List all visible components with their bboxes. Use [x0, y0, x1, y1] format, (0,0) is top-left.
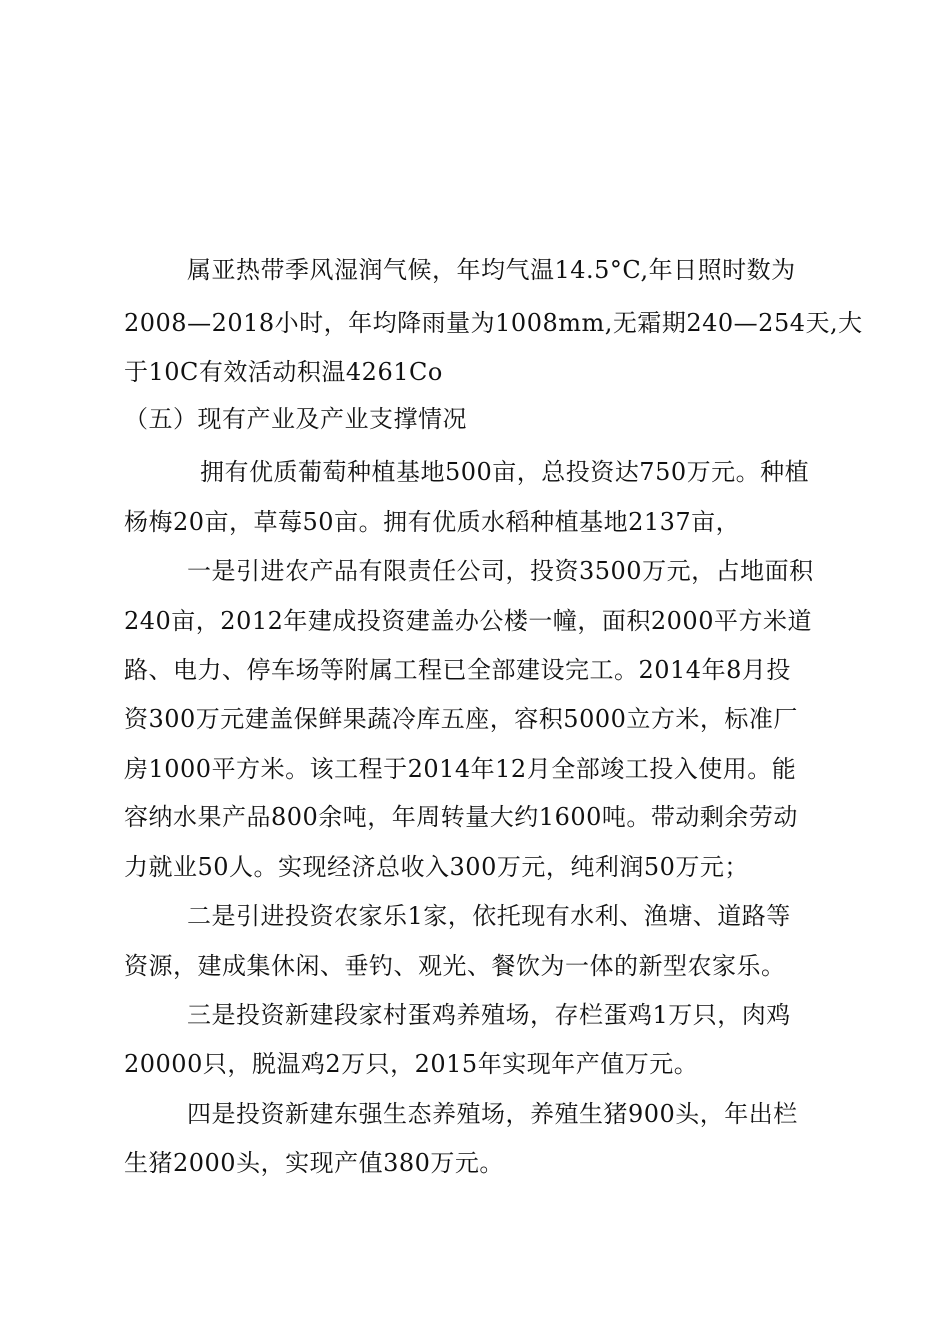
- paragraph-first-line-2: 240亩，2012年建成投资建盖办公楼一幢，面积2000平方米道: [124, 607, 812, 635]
- paragraph-first-line-3: 路、电力、停车场等附属工程已全部建设完工。2014年8月投: [124, 656, 791, 684]
- paragraph-second-line-1: 二是引进投资农家乐1家，依托现有水利、渔塘、道路等: [187, 902, 791, 930]
- paragraph-first-line-4: 资300万元建盖保鲜果蔬冷库五座，容积5000立方米，标准厂: [124, 705, 798, 733]
- paragraph-fourth-line-1: 四是投资新建东强生态养殖场，养殖生猪900头，年出栏: [187, 1100, 798, 1128]
- paragraph-planting-line-2: 杨梅20亩，草莓50亩。拥有优质水稻种植基地2137亩，: [124, 508, 741, 536]
- paragraph-first-line-5: 房1000平方米。该工程于2014年12月全部竣工投入使用。能: [124, 755, 797, 783]
- paragraph-climate-line-3: 于10C有效活动积温4261Co: [124, 358, 443, 386]
- paragraph-second-line-2: 资源，建成集休闲、垂钓、观光、餐饮为一体的新型农家乐。: [124, 952, 786, 980]
- paragraph-planting-line-1: 拥有优质葡萄种植基地500亩，总投资达750万元。种植: [200, 458, 810, 486]
- paragraph-third-line-2: 20000只，脱温鸡2万只，2015年实现年产值万元。: [124, 1050, 699, 1078]
- paragraph-first-line-1: 一是引进农产品有限责任公司，投资3500万元，占地面积: [187, 557, 814, 585]
- paragraph-fourth-line-2: 生猪2000头，实现产值380万元。: [124, 1149, 504, 1177]
- paragraph-climate-line-1: 属亚热带季风湿润气候，年均气温14.5°C,年日照时数为: [187, 256, 796, 284]
- paragraph-climate-line-2: 2008—2018小时，年均降雨量为1008mm,无霜期240—254天,大: [124, 309, 863, 337]
- paragraph-first-line-6: 容纳水果产品800余吨，年周转量大约1600吨。带动剩余劳动: [124, 803, 798, 831]
- paragraph-third-line-1: 三是投资新建段家村蛋鸡养殖场，存栏蛋鸡1万只，肉鸡: [187, 1001, 791, 1029]
- paragraph-first-line-7: 力就业50人。实现经济总收入300万元，纯利润50万元；: [124, 853, 749, 881]
- section-heading: （五）现有产业及产业支撑情况: [124, 405, 467, 433]
